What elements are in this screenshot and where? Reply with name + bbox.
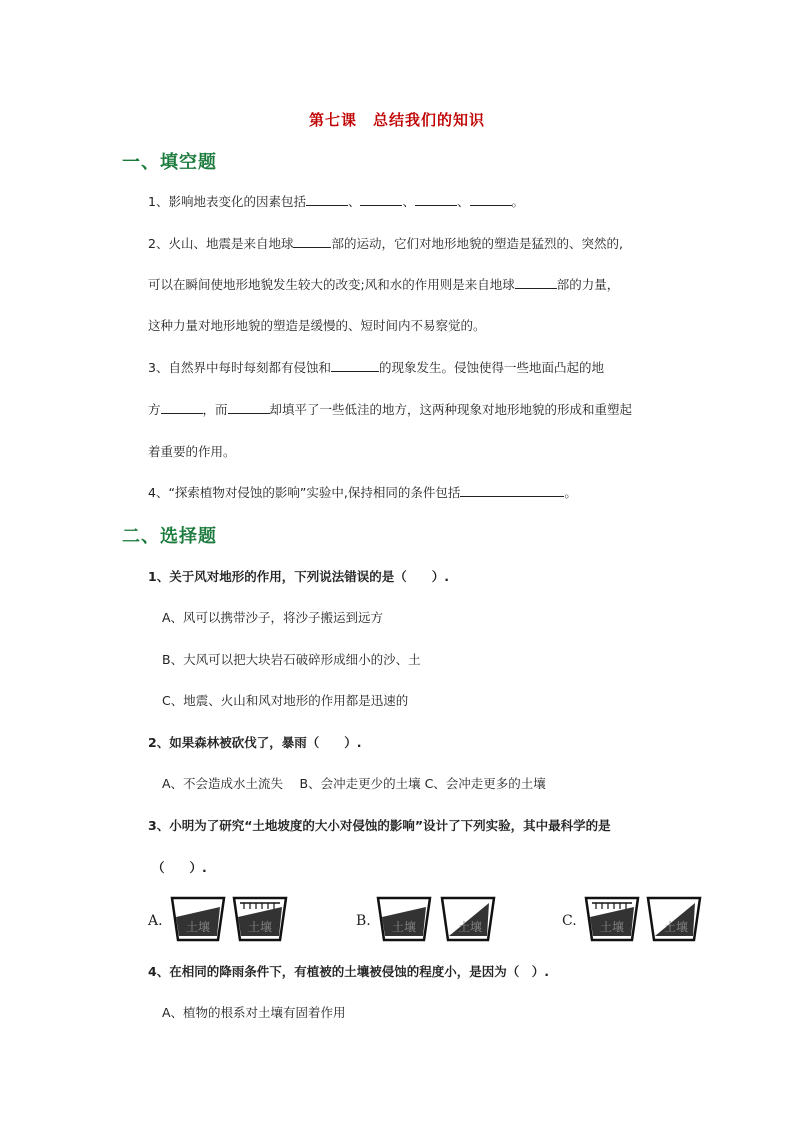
text: 可以在瞬间使地形地貌发生较大的改变;风和水的作用则是来自地球	[148, 277, 515, 292]
choice-q4-stem: 4、在相同的降雨条件下，有植被的土壤被侵蚀的程度小，是因为（ ）.	[148, 964, 549, 979]
figure-label-a[interactable]: A.	[148, 913, 163, 929]
choice-q1-option-a[interactable]: A、风可以携带沙子，将沙子搬运到远方	[162, 610, 384, 625]
soil-label: 土壤	[185, 920, 211, 934]
separator: 、	[457, 194, 470, 209]
answer-blank[interactable]	[515, 276, 557, 289]
answer-blank[interactable]	[161, 401, 203, 414]
text: 。	[564, 485, 577, 500]
fill-q2-line3: 这种力量对地形地貌的塑造是缓慢的、短时间内不易察觉的。	[148, 318, 486, 333]
fill-q4	[148, 483, 577, 501]
fill-q3-line2	[148, 400, 632, 418]
text: 部的运动，它们对地形地貌的塑造是猛烈的、突然的,	[331, 236, 623, 251]
choice-q3-paren: （ ）.	[152, 860, 207, 875]
answer-blank[interactable]	[470, 193, 512, 206]
separator: 。	[511, 194, 525, 209]
text: 的现象发生。侵蚀使得一些地面凸起的地	[378, 360, 604, 375]
soil-trough-figure-a2	[232, 895, 288, 943]
choice-q2-stem: 2、如果森林被砍伐了，暴雨（ ）.	[148, 735, 362, 750]
choice-q1-option-c[interactable]: C、地震、火山和风对地形的作用都是迅速的	[162, 693, 409, 708]
text: ，而	[202, 402, 228, 417]
answer-blank[interactable]	[293, 235, 331, 248]
answer-blank[interactable]	[228, 401, 270, 414]
text: 4、“探索植物对侵蚀的影响”实验中,保持相同的条件包括	[148, 485, 461, 500]
soil-label: 土壤	[599, 920, 625, 934]
text: 部的力量，	[556, 277, 620, 292]
text: 3、自然界中每时每刻都有侵蚀和	[148, 360, 331, 375]
text: 却填平了一些低洼的地方，这两种现象对地形地貌的形成和重塑起	[269, 402, 633, 417]
choice-q1-option-b[interactable]: B、大风可以把大块岩石破碎形成细小的沙、土	[162, 652, 421, 667]
soil-trough-figure-b2	[440, 895, 496, 943]
text: 方	[148, 402, 161, 417]
fill-q2-line1	[148, 234, 623, 252]
answer-blank[interactable]	[460, 484, 564, 497]
fill-q1	[148, 192, 524, 210]
page-title: 第七课 总结我们的知识	[308, 111, 485, 129]
separator: 、	[402, 194, 415, 209]
soil-label: 土壤	[247, 920, 273, 934]
figure-label-c[interactable]: C.	[562, 913, 577, 929]
text: 2、火山、地震是来自地球	[148, 236, 294, 251]
soil-trough-figure-b1	[376, 895, 432, 943]
fill-q3-line3: 着重要的作用。	[148, 444, 236, 459]
choice-q2-options[interactable]: A、不会造成水土流失 B、会冲走更少的土壤 C、会冲走更多的土壤	[162, 776, 546, 791]
figure-label-b[interactable]: B.	[356, 913, 371, 929]
answer-blank[interactable]	[415, 193, 457, 206]
separator: 、	[347, 194, 361, 209]
choice-q4-option-a[interactable]: A、植物的根系对土壤有固着作用	[162, 1005, 346, 1020]
fill-q1-text: 1、影响地表变化的因素包括	[148, 194, 306, 209]
soil-label: 土壤	[663, 920, 689, 934]
answer-blank[interactable]	[360, 193, 402, 206]
fill-q2-line2	[148, 275, 619, 293]
soil-trough-figure-c1	[584, 895, 640, 943]
soil-label: 土壤	[457, 920, 483, 934]
fill-q3-line1	[148, 358, 604, 376]
soil-trough-figure-a1	[170, 895, 226, 943]
answer-blank[interactable]	[306, 193, 348, 206]
soil-trough-figure-c2	[646, 895, 702, 943]
soil-label: 土壤	[391, 920, 417, 934]
section-choice-heading: 二、选择题	[122, 526, 217, 547]
section-fill-heading: 一、填空题	[122, 152, 217, 173]
choice-q3-stem: 3、小明为了研究“土地坡度的大小对侵蚀的影响”设计了下列实验，其中最科学的是	[148, 818, 611, 833]
answer-blank[interactable]	[331, 359, 379, 372]
choice-q1-stem: 1、关于风对地形的作用，下列说法错误的是（ ）.	[148, 569, 449, 584]
